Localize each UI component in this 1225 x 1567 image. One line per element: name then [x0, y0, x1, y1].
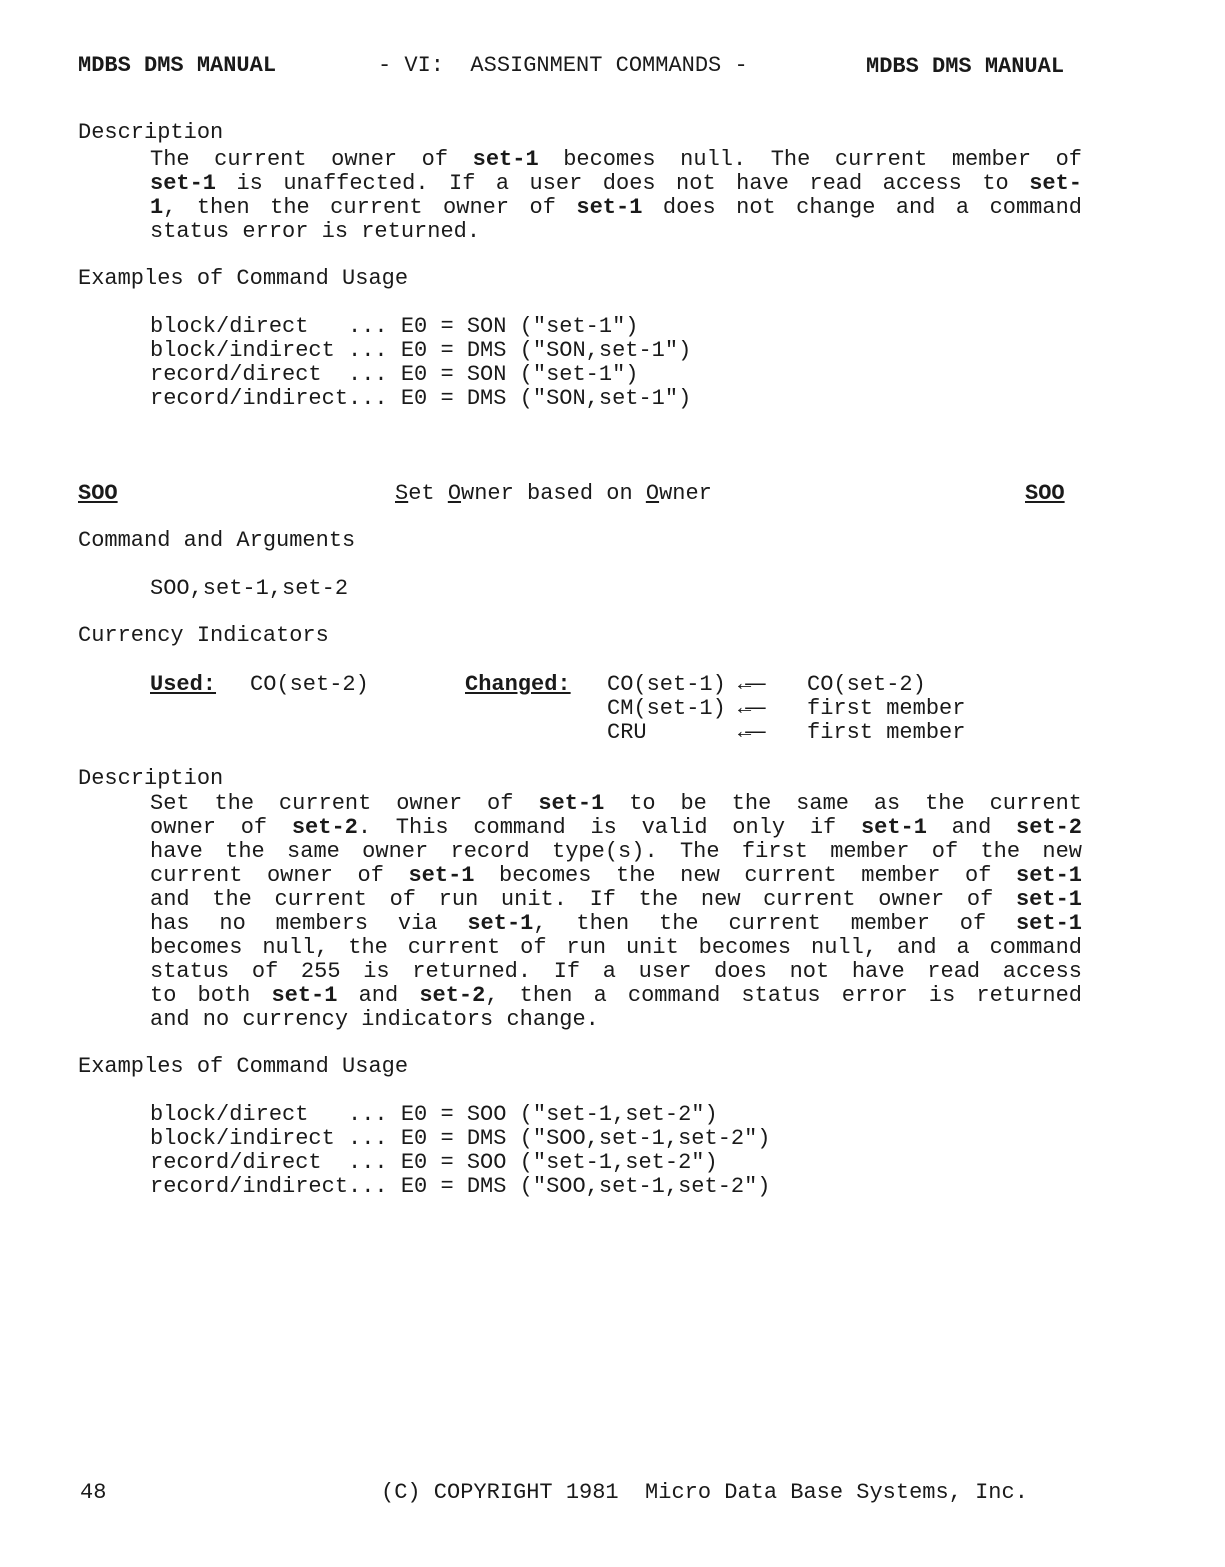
header-left: MDBS DMS MANUAL — [78, 53, 277, 78]
bold-term: set-1 — [271, 983, 338, 1008]
bold-term: 1 — [150, 195, 164, 220]
bold-term: set-1 — [472, 147, 539, 172]
son-examples — [150, 315, 691, 411]
soo-examples — [150, 1103, 771, 1199]
currency-heading: Currency Indicators — [78, 623, 329, 648]
soo-examples-heading: Examples of Command Usage — [78, 1054, 409, 1079]
code-line: record/indirect... E0 = DMS ("SON,set-1") — [150, 386, 692, 411]
command-args: SOO,set-1,set-2 — [150, 576, 349, 601]
bold-term: set-1 — [576, 195, 643, 220]
bold-term: set- — [1029, 171, 1082, 196]
code-line: block/indirect ... E0 = DMS ("SON,set-1") — [150, 338, 692, 363]
copyright: (C) COPYRIGHT 1981 Micro Data Base Systems, Inc. — [381, 1480, 1028, 1505]
changed-source: first member — [807, 720, 966, 745]
command-code-right: SOO — [1025, 481, 1065, 506]
bold-term: set-1 — [150, 171, 217, 196]
bold-term: set-2 — [291, 815, 358, 840]
changed-label: Changed: — [465, 672, 571, 697]
code-line: block/direct ... E0 = SOO ("set-1,set-2") — [150, 1102, 718, 1127]
used-value: CO(set-2) — [250, 672, 369, 697]
bold-term: set-1 — [1015, 887, 1082, 912]
paragraph-line: 1, then the current owner of set-1 does not change and a command — [150, 195, 1082, 220]
code-line: record/direct ... E0 = SOO ("set-1,set-2") — [150, 1150, 718, 1175]
header-right: MDBS DMS MANUAL — [866, 54, 1065, 79]
paragraph-line: status of 255 is returned. If a user does not have read access — [150, 959, 1082, 984]
bold-term: set-1 — [538, 791, 605, 816]
paragraph-line: and the current of run unit. If the new current owner of set-1 — [150, 887, 1082, 912]
son-description-heading: Description — [78, 120, 224, 145]
bold-term: set-1 — [860, 815, 927, 840]
command-title — [395, 482, 712, 506]
paragraph-line: current owner of set-1 becomes the new current member of set-1 — [150, 863, 1083, 888]
soo-description-heading: Description — [78, 766, 224, 791]
changed-source: CO(set-2) — [807, 672, 926, 697]
paragraph-line: owner of set-2. This command is valid only if set-1 and set-2 — [150, 815, 1083, 840]
bold-term: set-1 — [408, 863, 475, 888]
command-code-left: SOO — [78, 481, 118, 506]
bold-term: set-2 — [419, 983, 486, 1008]
changed-source: first member — [807, 696, 966, 721]
title-part: O — [645, 481, 660, 506]
code-line: block/indirect ... E0 = DMS ("SOO,set-1,set-2") — [150, 1126, 771, 1151]
paragraph-line: becomes null, the current of run unit becomes null, and a command — [150, 935, 1082, 960]
header-center: - VI: ASSIGNMENT COMMANDS - — [378, 53, 748, 78]
bold-term: set-1 — [1016, 863, 1083, 888]
paragraph-line: have the same owner record type(s). The first member of the new — [150, 839, 1082, 864]
left-arrow-icon: ←—— — [738, 720, 760, 745]
changed-target: CO(set-1) — [607, 672, 726, 697]
changed-target: CM(set-1) — [607, 696, 726, 721]
left-arrow-icon: ←—— — [738, 696, 760, 721]
son-examples-heading: Examples of Command Usage — [78, 266, 409, 291]
title-part: wner based on — [461, 481, 646, 506]
paragraph-line: to both set-1 and set-2, then a command status error is returned — [150, 983, 1082, 1008]
used-label: Used: — [150, 672, 217, 697]
page-number: 48 — [80, 1480, 107, 1505]
bold-term: set-1 — [467, 911, 534, 936]
son-description — [150, 148, 1082, 244]
title-part: O — [447, 481, 462, 506]
args-heading: Command and Arguments — [78, 528, 356, 553]
code-line: record/indirect... E0 = DMS ("SOO,set-1,set-2") — [150, 1174, 771, 1199]
code-line: record/direct ... E0 = SON ("set-1") — [150, 362, 639, 387]
bold-term: set-1 — [1015, 911, 1082, 936]
paragraph-line: has no members via set-1, then the current member of set-1 — [150, 911, 1082, 936]
soo-description — [150, 792, 1082, 1032]
left-arrow-icon: ←—— — [738, 672, 760, 697]
changed-target: CRU — [607, 720, 647, 745]
paragraph-line: and no currency indicators change. — [150, 1007, 599, 1032]
paragraph-line: Set the current owner of set-1 to be the same as the current — [150, 791, 1082, 816]
bold-term: set-2 — [1016, 815, 1083, 840]
paragraph-line: status error is returned. — [150, 219, 481, 244]
title-part: et — [408, 481, 448, 506]
paragraph-line: The current owner of set-1 becomes null. The current member of — [150, 147, 1083, 172]
title-part: wner — [659, 481, 712, 506]
title-part: S — [395, 481, 409, 506]
paragraph-line: set-1 is unaffected. If a user does not have read access to set- — [150, 171, 1082, 196]
code-line: block/direct ... E0 = SON ("set-1") — [150, 314, 639, 339]
